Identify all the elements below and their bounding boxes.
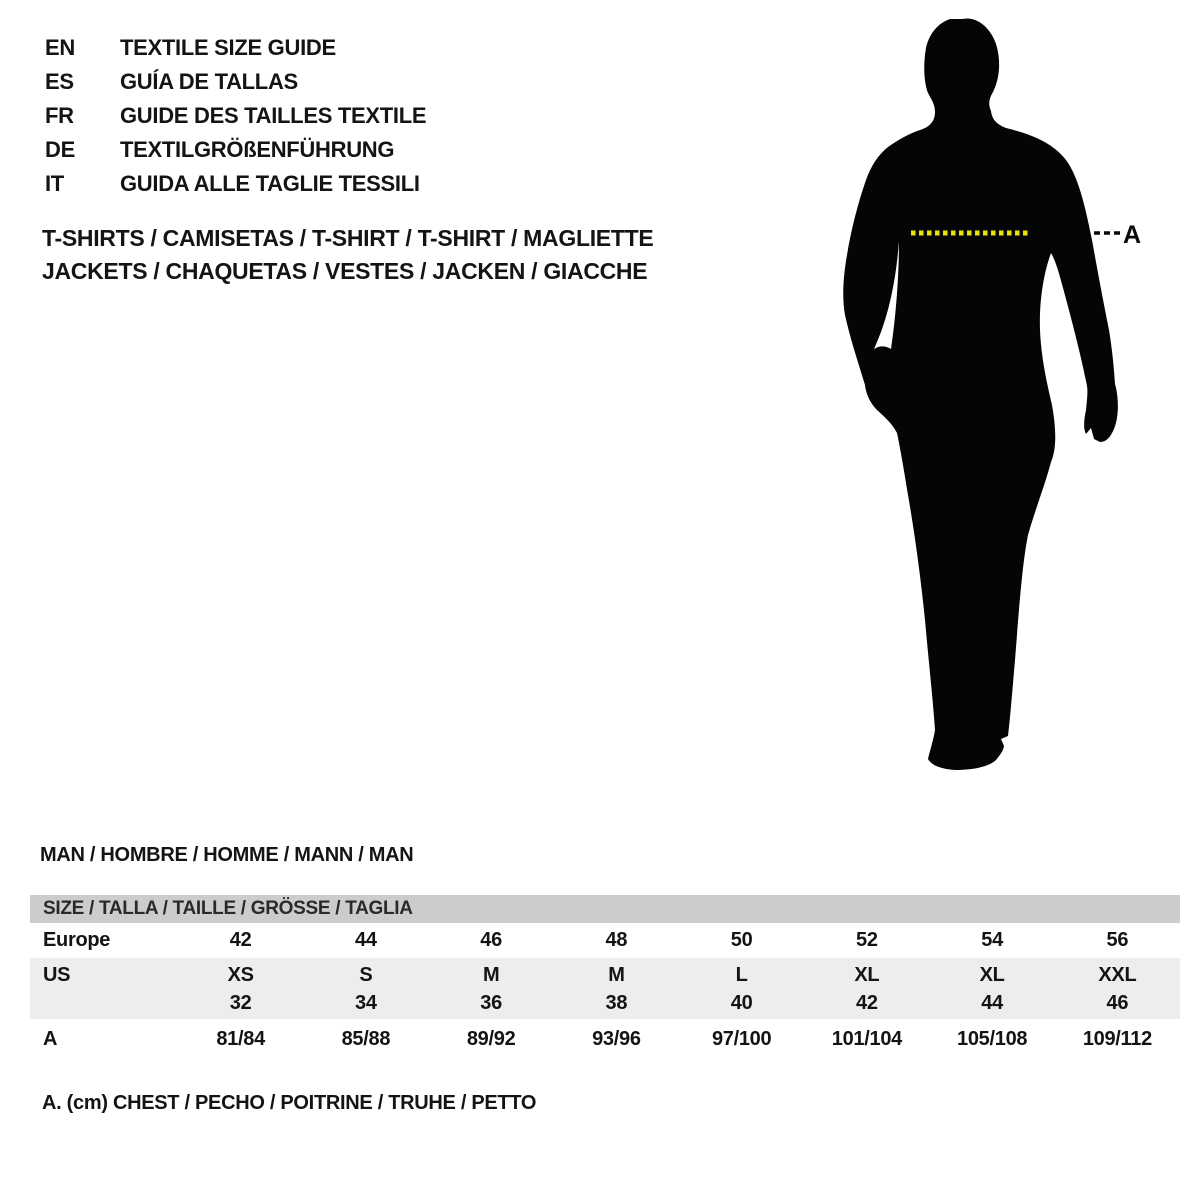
section-heading-man: MAN / HOMBRE / HOMME / MANN / MAN	[40, 844, 414, 866]
language-title: TEXTILGRÖßENFÜHRUNG	[120, 137, 395, 162]
table-cell: 38	[605, 992, 628, 1014]
row-label: A	[43, 1028, 58, 1050]
row-label: Europe	[43, 929, 111, 951]
language-code: IT	[45, 171, 64, 196]
man-silhouette	[843, 18, 1118, 770]
row-label	[30, 989, 178, 1019]
language-title: TEXTILE SIZE GUIDE	[120, 35, 336, 60]
product-line-tshirts: T-SHIRTS / CAMISETAS / T-SHIRT / T-SHIRT / MAGLIETTE	[42, 225, 654, 251]
chest-footnote: A. (cm) CHEST / PECHO / POITRINE / TRUHE / PETTO	[42, 1092, 537, 1114]
table-cell: 44	[355, 929, 377, 951]
table-row	[30, 923, 1180, 958]
language-title: GUIDE DES TAILLES TEXTILE	[120, 103, 427, 128]
language-title: GUIDA ALLE TAGLIE TESSILI	[120, 171, 420, 196]
table-cell: 52	[856, 929, 878, 951]
language-code: FR	[45, 103, 74, 128]
table-cell: M	[608, 964, 625, 986]
table-cell: XS	[227, 964, 254, 986]
table-row	[30, 958, 1180, 989]
table-cell: 97/100	[711, 1028, 772, 1050]
table-cell: 56	[1106, 929, 1129, 951]
language-code: DE	[45, 137, 75, 162]
table-cell: 101/104	[831, 1028, 902, 1050]
table-cell: 46	[480, 929, 502, 951]
size-table	[30, 895, 1180, 1055]
table-cell: XL	[854, 964, 880, 986]
table-cell: 50	[730, 929, 753, 951]
table-cell: S	[359, 964, 373, 986]
table-cell: 48	[605, 929, 628, 951]
product-type-lines	[42, 222, 653, 288]
chest-marker-label: A	[1123, 221, 1141, 249]
table-cell: 42	[856, 992, 878, 1014]
table-cell: 32	[229, 992, 252, 1014]
table-cell: 54	[981, 929, 1003, 951]
language-row	[45, 65, 426, 99]
row-label: US	[43, 964, 71, 986]
language-title: GUÍA DE TALLAS	[120, 69, 298, 94]
language-code: EN	[45, 35, 75, 60]
table-cell: 44	[981, 992, 1003, 1014]
table-cell: L	[735, 964, 748, 986]
table-cell: M	[482, 964, 500, 986]
size-table-header: SIZE / TALLA / TAILLE / GRÖSSE / TAGLIA	[30, 895, 1180, 923]
table-cell: 81/84	[216, 1028, 265, 1050]
language-code: ES	[45, 69, 74, 94]
language-row	[45, 99, 426, 133]
table-cell: 109/112	[1082, 1028, 1152, 1050]
table-row	[30, 1019, 1180, 1055]
table-cell: XL	[979, 964, 1005, 986]
table-cell: 36	[480, 992, 502, 1014]
size-table-rows	[30, 923, 1180, 1055]
table-cell: 40	[730, 992, 753, 1014]
language-row	[45, 167, 426, 201]
language-row	[45, 133, 426, 167]
table-cell: 42	[229, 929, 252, 951]
language-row	[45, 31, 426, 65]
table-cell: 46	[1106, 992, 1129, 1014]
table-cell: 93/96	[592, 1028, 641, 1050]
man-silhouette-figure	[820, 0, 1200, 800]
table-row	[30, 989, 1180, 1019]
table-cell: XXL	[1098, 964, 1137, 986]
table-cell: 34	[355, 992, 377, 1014]
language-list	[45, 31, 426, 201]
table-cell: 89/92	[466, 1028, 516, 1050]
table-cell: 105/108	[957, 1028, 1028, 1050]
product-line-jackets: JACKETS / CHAQUETAS / VESTES / JACKEN / GIACCHE	[42, 258, 648, 284]
table-cell: 85/88	[341, 1028, 391, 1050]
